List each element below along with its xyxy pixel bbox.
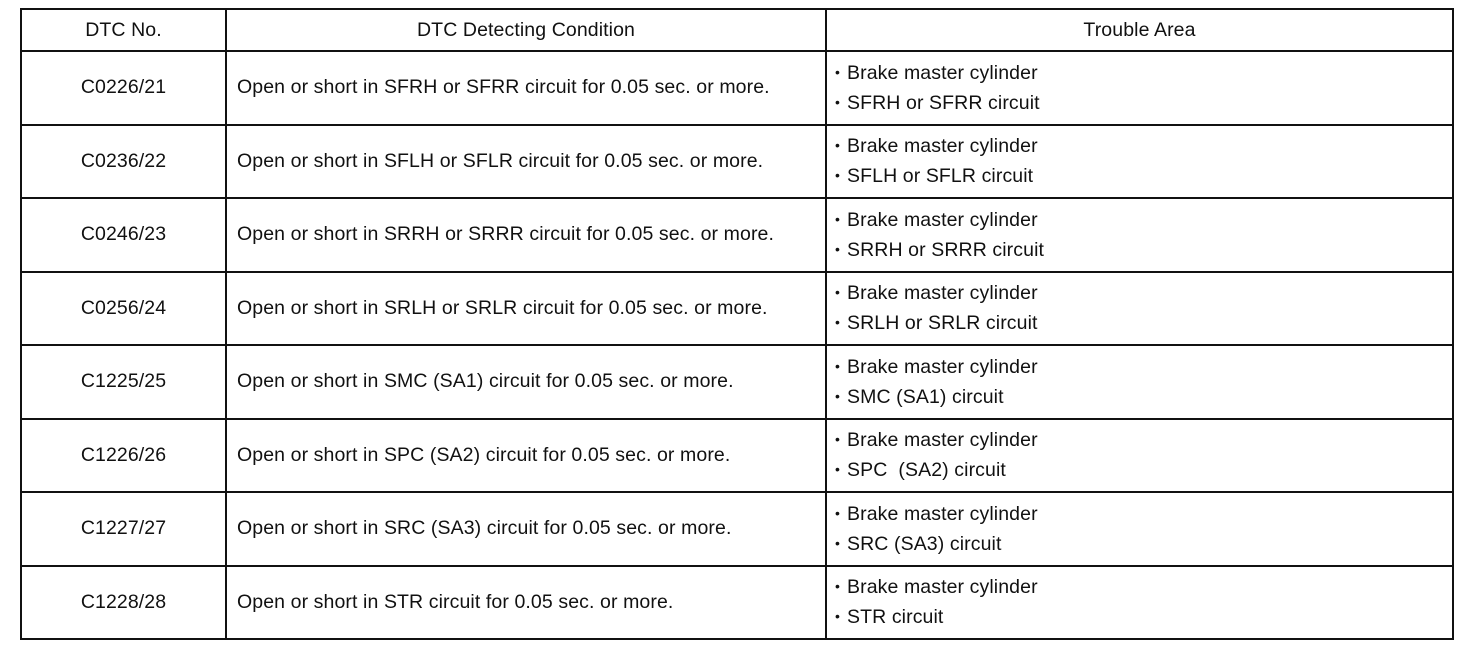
detecting-condition-cell: Open or short in STR circuit for 0.05 sec. or more. [226, 566, 826, 640]
dtc-table [20, 8, 1454, 640]
trouble-area-text: Brake master cylinder [847, 429, 1038, 452]
trouble-area-text: Brake master cylinder [847, 576, 1038, 599]
trouble-area-item [835, 58, 1444, 88]
bullet-icon: • [835, 534, 841, 551]
trouble-area-item [835, 161, 1444, 191]
trouble-area-item [835, 602, 1444, 632]
trouble-area-item [835, 499, 1444, 529]
trouble-area-item [835, 235, 1444, 265]
table-row [21, 566, 1453, 640]
table-row [21, 51, 1453, 125]
header-detecting-condition: DTC Detecting Condition [226, 9, 826, 51]
detecting-condition-cell: Open or short in SRLH or SRLR circuit for 0.05 sec. or more. [226, 272, 826, 346]
bullet-icon: • [835, 137, 841, 154]
bullet-icon: • [835, 504, 841, 521]
table-row [21, 345, 1453, 419]
table-header-row [21, 9, 1453, 51]
trouble-area-cell [826, 345, 1453, 419]
trouble-area-text: Brake master cylinder [847, 502, 1038, 525]
trouble-area-item [835, 529, 1444, 559]
trouble-area-cell [826, 125, 1453, 199]
bullet-icon: • [835, 240, 841, 257]
bullet-icon: • [835, 431, 841, 448]
trouble-area-text: SRRH or SRRR circuit [847, 238, 1045, 261]
detecting-condition-cell: Open or short in SFLH or SFLR circuit for 0.05 sec. or more. [226, 125, 826, 199]
bullet-icon: • [835, 387, 841, 404]
table-row [21, 272, 1453, 346]
detecting-condition-cell: Open or short in SRC (SA3) circuit for 0.05 sec. or more. [226, 492, 826, 566]
trouble-area-cell [826, 419, 1453, 493]
bullet-icon: • [835, 63, 841, 80]
dtc-code-cell: C1226/26 [21, 419, 226, 493]
trouble-area-text: STR circuit [847, 606, 944, 629]
trouble-area-item [835, 425, 1444, 455]
trouble-area-text: Brake master cylinder [847, 135, 1038, 158]
bullet-icon: • [835, 357, 841, 374]
detecting-condition-cell: Open or short in SRRH or SRRR circuit for 0.05 sec. or more. [226, 198, 826, 272]
trouble-area-text: SFRH or SFRR circuit [847, 91, 1040, 114]
trouble-area-text: SFLH or SFLR circuit [847, 165, 1034, 188]
header-trouble-area: Trouble Area [826, 9, 1453, 51]
trouble-area-item [835, 88, 1444, 118]
trouble-area-text: Brake master cylinder [847, 282, 1038, 305]
table-row [21, 125, 1453, 199]
dtc-code-cell: C0226/21 [21, 51, 226, 125]
bullet-icon: • [835, 608, 841, 625]
trouble-area-cell [826, 272, 1453, 346]
trouble-area-item [835, 131, 1444, 161]
bullet-icon: • [835, 93, 841, 110]
trouble-area-item [835, 572, 1444, 602]
table-row [21, 492, 1453, 566]
trouble-area-cell [826, 198, 1453, 272]
dtc-code-cell: C0256/24 [21, 272, 226, 346]
trouble-area-text: SMC (SA1) circuit [847, 385, 1004, 408]
trouble-area-item [835, 455, 1444, 485]
trouble-area-item [835, 308, 1444, 338]
trouble-area-item [835, 205, 1444, 235]
trouble-area-item [835, 382, 1444, 412]
bullet-icon: • [835, 284, 841, 301]
bullet-icon: • [835, 461, 841, 478]
bullet-icon: • [835, 578, 841, 595]
trouble-area-item [835, 278, 1444, 308]
detecting-condition-cell: Open or short in SFRH or SFRR circuit for 0.05 sec. or more. [226, 51, 826, 125]
trouble-area-text: SRLH or SRLR circuit [847, 312, 1038, 335]
table-body [21, 51, 1453, 639]
trouble-area-cell [826, 492, 1453, 566]
detecting-condition-cell: Open or short in SPC (SA2) circuit for 0.05 sec. or more. [226, 419, 826, 493]
trouble-area-cell [826, 51, 1453, 125]
trouble-area-item [835, 352, 1444, 382]
dtc-code-cell: C0246/23 [21, 198, 226, 272]
table-row [21, 419, 1453, 493]
dtc-code-cell: C1228/28 [21, 566, 226, 640]
table-row [21, 198, 1453, 272]
bullet-icon: • [835, 167, 841, 184]
bullet-icon: • [835, 314, 841, 331]
trouble-area-cell [826, 566, 1453, 640]
dtc-code-cell: C1225/25 [21, 345, 226, 419]
trouble-area-text: Brake master cylinder [847, 208, 1038, 231]
dtc-code-cell: C1227/27 [21, 492, 226, 566]
trouble-area-text: SRC (SA3) circuit [847, 532, 1002, 555]
trouble-area-text: Brake master cylinder [847, 61, 1038, 84]
dtc-code-cell: C0236/22 [21, 125, 226, 199]
detecting-condition-cell: Open or short in SMC (SA1) circuit for 0.05 sec. or more. [226, 345, 826, 419]
header-dtc-no: DTC No. [21, 9, 226, 51]
trouble-area-text: Brake master cylinder [847, 355, 1038, 378]
trouble-area-text: SPC (SA2) circuit [847, 459, 1006, 482]
bullet-icon: • [835, 210, 841, 227]
